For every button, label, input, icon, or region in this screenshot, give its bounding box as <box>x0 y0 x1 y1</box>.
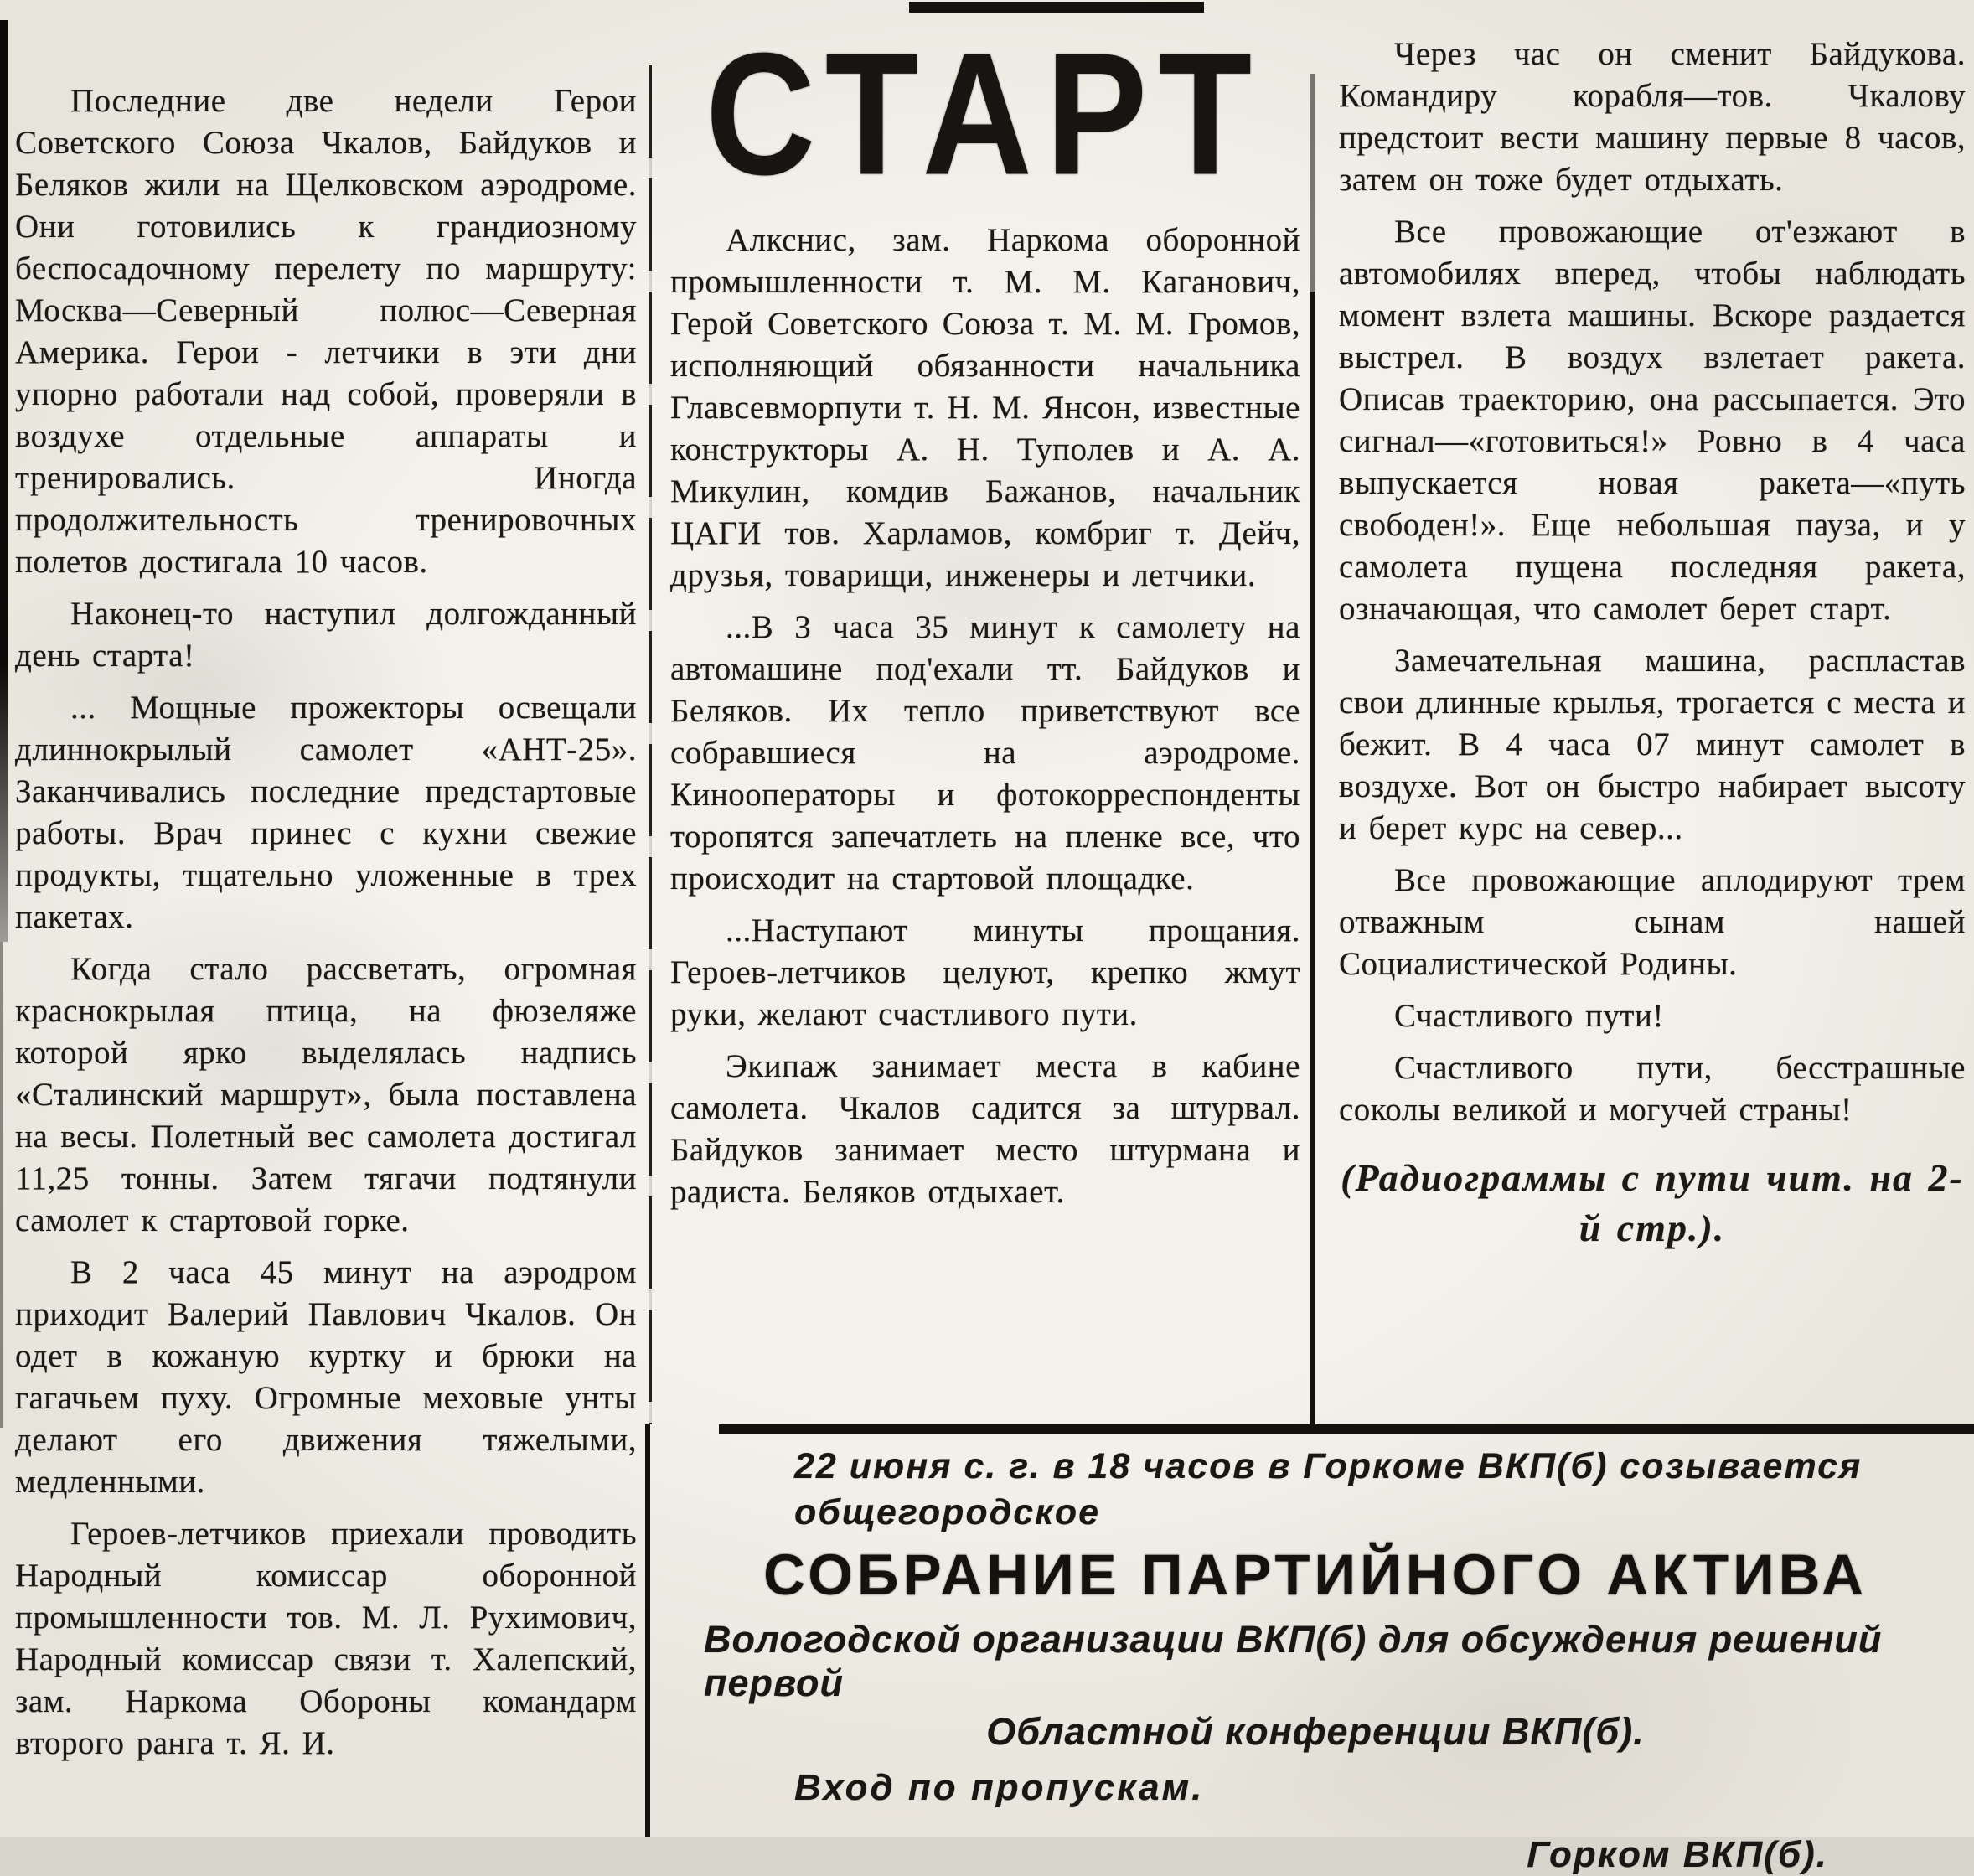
paragraph: Счастливого пути! <box>1394 998 1664 1034</box>
announcement-intro-line: 22 июня с. г. в 18 часов в Горкоме ВКП(б) созывается <box>794 1446 1863 1486</box>
paragraph: Экипаж занимает места в кабине самолета. Чкалов садится за штурвал. Байдуков занимает место штурмана и радиста. Беляков отдыхает. <box>670 1048 1300 1210</box>
scan-edge-artifact-2 <box>0 942 3 1428</box>
announcement-signature: Горком ВКП(б). <box>1527 1834 1828 1875</box>
paragraph: Последние две недели Герои Советского Союза Чкалов, Байдуков и Беляков жили на Щелковском аэродроме. Они готовились к грандиозному беспосадочному перелету по маршруту: Москва—Северный полюс—Северная Америка. Герои - летчики в эти дни упорно работали над собой, проверяли в воздухе отдельные аппараты и тренировались. Иногда продолжительность тренировочных полетов достигала 10 часов. <box>15 83 637 580</box>
column-left <box>15 80 637 1775</box>
column-divider-left <box>649 65 652 1424</box>
paragraph: В 2 часа 45 минут на аэродром приходит Валерий Павлович Чкалов. Он одет в кожаную куртку и брюки на гагачьем пуху. Огромные меховые унты делают его движения тяжелыми, медленными. <box>15 1254 637 1500</box>
announcement-top-rule <box>719 1424 1974 1434</box>
paragraph: Счастливого пути, бесстрашные соколы великой и могучей страны! <box>1339 1050 1966 1128</box>
paragraph: Героев-летчиков приехали проводить Народный комиссар оборонной промышленности тов. М. Л. Рухимович, Народный комиссар связи т. Халепский, зам. Наркома Обороны командарм второго ранга т. Я. И. <box>15 1516 637 1761</box>
column-right <box>1339 34 1966 1264</box>
paragraph: ...Наступают минуты прощания. Героев-летчиков целуют, крепко жмут руки, желают счастливого пути. <box>670 912 1300 1032</box>
column-divider-right <box>1310 74 1315 1424</box>
footnote-radiograms: (Радиограммы с пути чит. на 2-й стр.). <box>1341 1156 1964 1249</box>
announcement-intro-line: общегородское <box>794 1492 1101 1532</box>
paragraph: Когда стало рассветать, огромная краснокрылая птица, на фюзеляже которой ярко выделялась надпись «Сталинский маршрут», была поставлена на весы. Полетный вес самолета достигал 11,25 тонны. Затем тягачи подтянули самолет к стартовой горке. <box>15 951 637 1238</box>
paragraph: Алкснис, зам. Наркома оборонной промышленности т. М. М. Каганович, Герой Советского Союза т. М. М. Громов, исполняющий обязанности начальника Главсевморпути т. Н. М. Янсон, известные конструкторы А. Н. Туполев и А. А. Микулин, комдив Бажанов, начальник ЦАГИ тов. Харламов, комбриг т. Дейч, друзья, товарищи, инженеры и летчики. <box>670 222 1300 593</box>
announcement-entry-note: Вход по пропускам. <box>794 1767 1205 1808</box>
party-meeting-announcement <box>670 1446 1961 1876</box>
scan-edge-artifact <box>0 20 8 942</box>
paragraph: Замечательная машина, распластав свои длинные крылья, трогается с места и бежит. В 4 часа 07 минут самолет в воздухе. Вот он быстро набирает высоту и берет курс на север... <box>1339 643 1966 846</box>
announcement-heading: СОБРАНИЕ ПАРТИЙНОГО АКТИВА <box>763 1543 1868 1607</box>
paragraph: Все провожающие аплодируют трем отважным сынам нашей Социалистической Родины. <box>1339 862 1966 982</box>
announcement-left-rule <box>645 1424 650 1837</box>
paragraph: Через час он сменит Байдукова. Командиру корабля—тов. Чкалову предстоит вести машину первые 8 часов, затем он тоже будет отдыхать. <box>1339 36 1966 198</box>
paragraph: ...В 3 часа 35 минут к самолету на автомашине под'ехали тт. Байдуков и Беляков. Их тепло приветствуют все собравшиеся на аэродроме. Кинооператоры и фотокорреспонденты торопятся запечатлеть на пленке все, что происходит на стартовой площадке. <box>670 609 1300 897</box>
paragraph: Все провожающие от'езжают в автомобилях вперед, чтобы наблюдать момент взлета машины. Вскоре раздается выстрел. В воздух взлетает ракета. Описав траекторию, она рассыпается. Это сигнал—«готовиться!» Ровно в 4 часа выпускается новая ракета—«путь свободен!». Еще небольшая пауза, и у самолета пущена последняя ракета, означающая, что самолет берет старт. <box>1339 214 1966 627</box>
paragraph: ... Мощные прожекторы освещали длиннокрылый самолет «АНТ-25». Заканчивались последние предстартовые работы. Врач принес с кухни свежие продукты, тщательно уложенные в трех пакетах. <box>15 690 637 935</box>
paragraph: Наконец-то наступил долгожданный день старта! <box>15 596 637 674</box>
announcement-body-line: Областной конференции ВКП(б). <box>986 1710 1645 1753</box>
column-middle <box>670 220 1300 1223</box>
article-title: СТАРТ <box>705 16 1266 211</box>
headline-top-rule <box>909 2 1204 13</box>
announcement-body-line: Вологодской организации ВКП(б) для обсуждения решений первой <box>704 1618 1883 1704</box>
